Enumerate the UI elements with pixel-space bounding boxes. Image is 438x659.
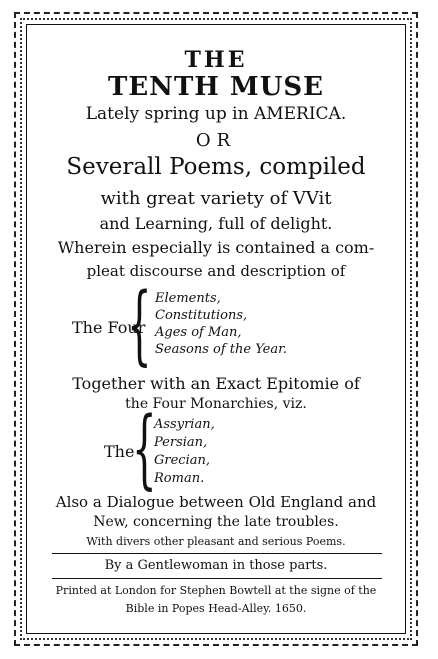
subtitle-learning: and Learning, full of delight. xyxy=(99,214,333,233)
subtitle-together: Together with an Exact Epitomie of xyxy=(72,374,360,393)
list-item: Ages of Man, xyxy=(155,325,242,340)
subtitle-or: OR xyxy=(195,130,237,151)
title-tenth-muse: TENTH MUSE xyxy=(108,72,324,102)
brace-glyph: { xyxy=(132,399,157,499)
list-item: Constitutions, xyxy=(155,308,248,323)
divider-rule xyxy=(52,578,382,579)
subtitle-dialogue: Also a Dialogue between Old England and xyxy=(55,493,377,511)
subtitle-lately: Lately spring up in AMERICA. xyxy=(85,104,347,124)
subtitle-wherein: Wherein especially is contained a com- xyxy=(57,238,375,257)
list-item: Grecian, xyxy=(154,453,210,468)
list-item: Roman. xyxy=(154,471,205,486)
four-lead: The Four xyxy=(72,318,146,337)
subtitle-pleat: pleat discourse and description of xyxy=(86,262,346,280)
monarchies-items-list xyxy=(154,416,215,488)
author-line: By a Gentlewoman in those parts. xyxy=(104,558,328,573)
subtitle-new: New, concerning the late troubles. xyxy=(93,514,339,530)
subtitle-variety: with great variety of VVit xyxy=(100,188,332,209)
imprint-line-2: Bible in Popes Head-Alley. 1650. xyxy=(125,602,307,615)
divider-rule xyxy=(52,553,382,554)
subtitle-withdivers: With divers other pleasant and serious Poems. xyxy=(86,535,346,548)
four-items-list xyxy=(155,290,287,358)
monarchies-lead: The xyxy=(104,442,135,461)
imprint-line-1: Printed at London for Stephen Bowtell at the signe of the xyxy=(55,584,377,597)
list-item: Assyrian, xyxy=(154,417,215,432)
list-item: Seasons of the Year. xyxy=(155,342,288,357)
subtitle-monarchies: the Four Monarchies, viz. xyxy=(125,396,307,412)
title-the: THE xyxy=(184,47,248,73)
list-item: Elements, xyxy=(155,291,221,306)
brace-glyph: { xyxy=(127,275,152,375)
four-topics-group xyxy=(30,275,402,375)
list-item: Persian, xyxy=(154,435,208,450)
subtitle-severall: Severall Poems, compiled xyxy=(66,154,366,180)
